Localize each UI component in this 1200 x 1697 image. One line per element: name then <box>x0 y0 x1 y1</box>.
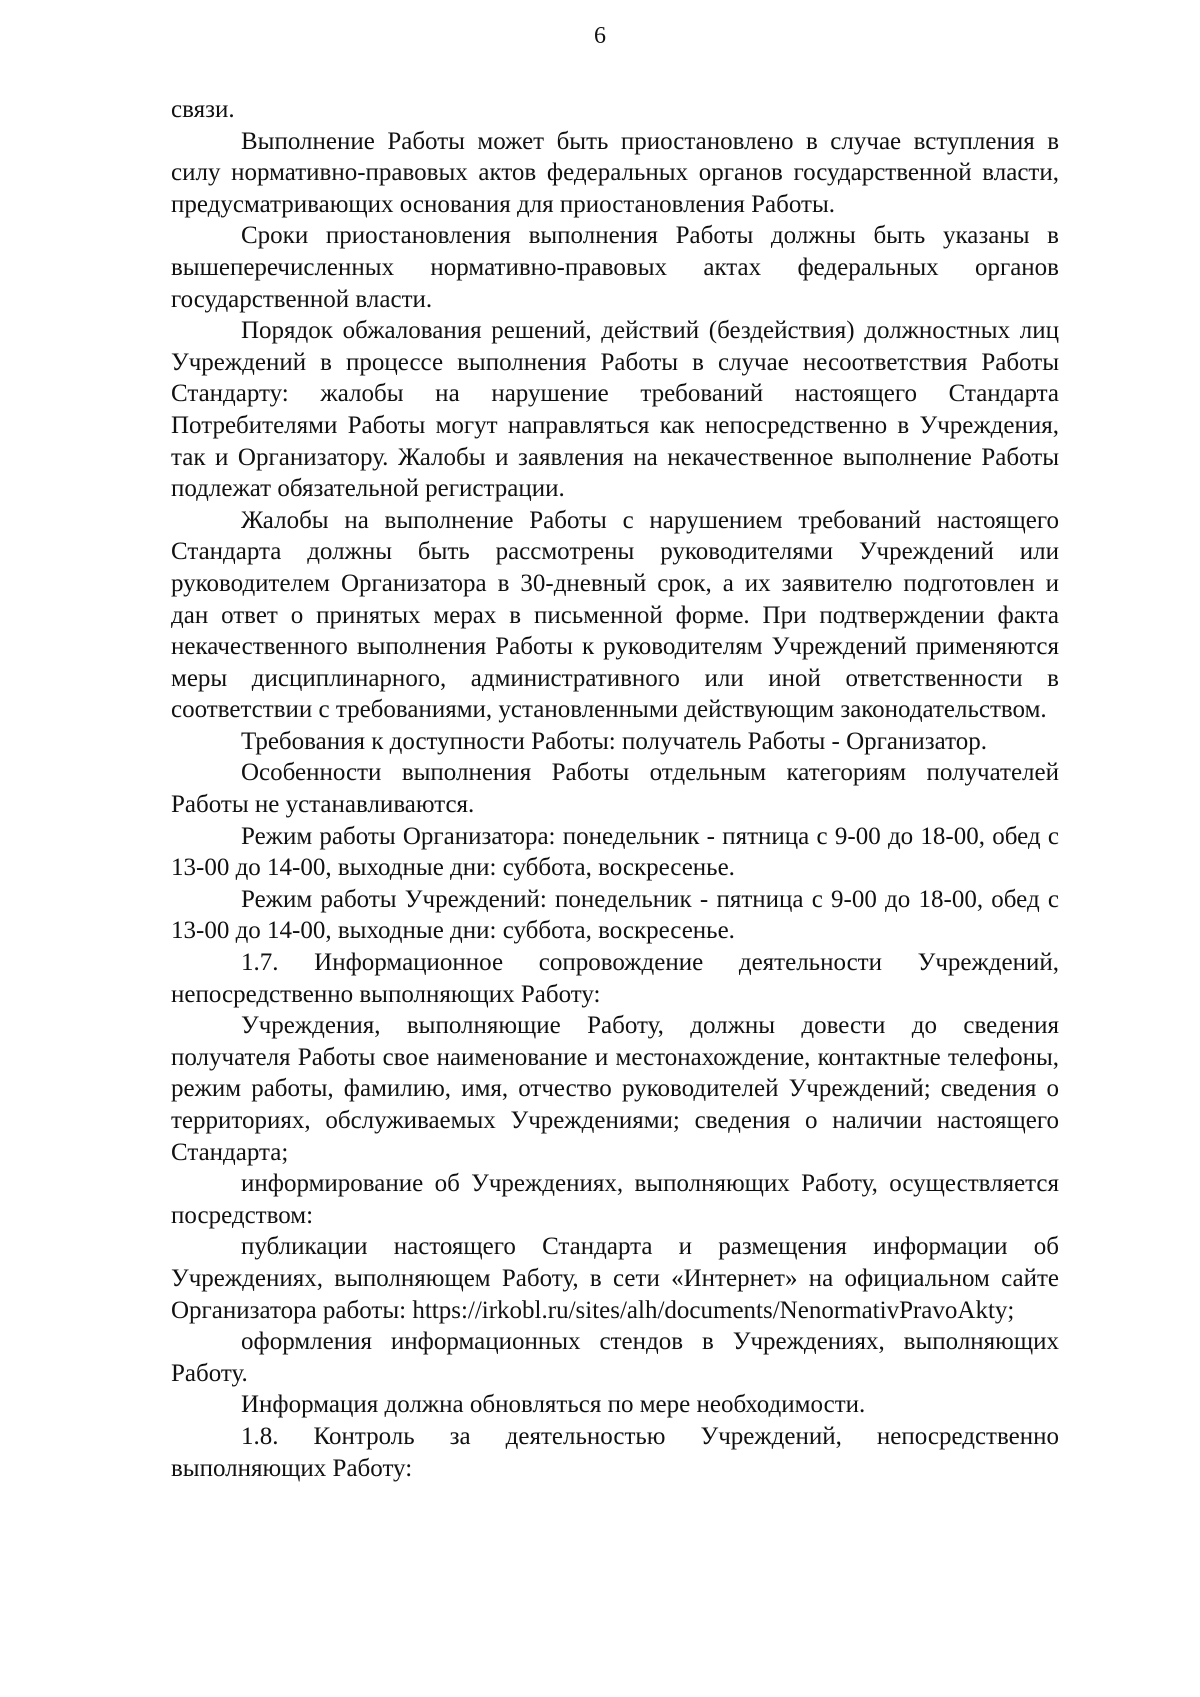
paragraph-suspension-terms: Сроки приостановления выполнения Работы должны быть указаны в вышеперечисленных нормативно-правовых актах федеральных органов государственной власти. <box>171 222 1059 313</box>
page-number: 6 <box>594 23 606 49</box>
paragraph-info-stands: оформления информационных стендов в Учреждениях, выполняющих Работу. <box>171 1328 1059 1387</box>
paragraph-work-suspension: Выполнение Работы может быть приостановлено в случае вступления в силу нормативно-правовых актов федеральных органов государственной власти, предусматривающих основания для приостановления Работы. <box>171 127 1059 218</box>
paragraph-organizer-hours: Режим работы Организатора: понедельник - пятница с 9-00 до 18-00, обед с 13-00 до 14-00, выходные дни: суббота, воскресенье. <box>171 822 1059 882</box>
paragraph-informing-means: информирование об Учреждениях, выполняющих Работу, осуществляется посредством: <box>171 1170 1059 1229</box>
paragraph-institution-info: Учреждения, выполняющие Работу, должны довести до сведения получателя Работы свое наименование и местонахождение, контактные телефоны, режим работы, фамилию, имя, отчество руководителей Учреждений; сведения о территориях, обслуживаемых Учреждениями; сведения о наличии настоящего Стандарта; <box>171 1012 1059 1166</box>
paragraph-institution-hours: Режим работы Учреждений: понедельник - пятница с 9-00 до 18-00, обед с 13-00 до 14-00, выходные дни: суббота, воскресенье. <box>171 885 1059 945</box>
paragraph-complaints-review: Жалобы на выполнение Работы с нарушением требований настоящего Стандарта должны быть рассмотрены руководителями Учреждений или руководителем Организатора в 30-дневный срок, а их заявителю подготовлен и дан ответ о принятых мерах в письменной форме. При подтверждении факта некачественного выполнения Работы к руководителям Учреждений применяются меры дисциплинарного, административного или иной ответственности в соответствии с требованиями, установленными действующим законодательством. <box>171 506 1059 724</box>
paragraph-info-update: Информация должна обновляться по мере необходимости. <box>241 1391 866 1419</box>
paragraph-continuation: связи. <box>171 96 235 123</box>
paragraph-special-categories: Особенности выполнения Работы отдельным категориям получателей Работы не устанавливаются. <box>171 759 1059 819</box>
section-1-7-heading: 1.7. Информационное сопровождение деятельности Учреждений, непосредственно выполняющих Работу: <box>171 949 1059 1008</box>
paragraph-accessibility: Требования к доступности Работы: получатель Работы - Организатор. <box>241 727 987 755</box>
paragraph-appeal-procedure: Порядок обжалования решений, действий (бездействия) должностных лиц Учреждений в процессе выполнения Работы в случае несоответствия Работы Стандарту: жалобы на нарушение требований настоящего Стандарта Потребителями Работы могут направляться как непосредственно в Учреждения, так и Организатору. Жалобы и заявления на некачественное выполнение Работы подлежат обязательной регистрации. <box>171 317 1059 503</box>
document-body <box>171 94 1059 1484</box>
paragraph-internet-publication: публикации настоящего Стандарта и размещения информации об Учреждениях, выполняющем Работу, в сети «Интернет» на официальном сайте Организатора работы: https://irkobl.ru/sites/alh/documents/NenormativPravoAkty; <box>171 1233 1059 1324</box>
section-1-8-heading: 1.8. Контроль за деятельностью Учреждений, непосредственно выполняющих Работу: <box>171 1422 1059 1482</box>
